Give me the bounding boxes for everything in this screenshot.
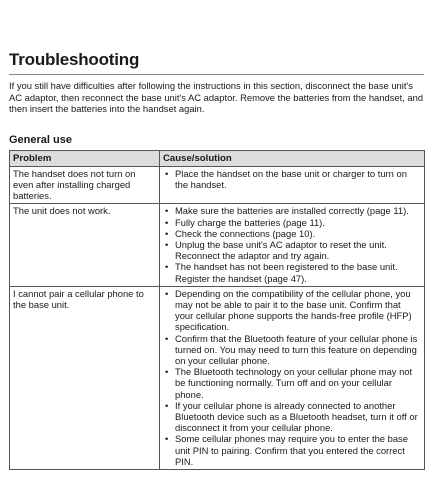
problem-cell: The handset does not turn on even after installing charged batteries. xyxy=(10,166,160,204)
solution-item: • Confirm that the Bluetooth feature of your cellular phone is turned on. You may need to turn this feature on depending on your cellular phone. xyxy=(163,333,421,367)
table-row xyxy=(10,166,425,204)
solution-item: • Depending on the compatibility of the cellular phone, you may not be able to pair it to the base unit. Confirm that your cellular phone supports the hands-free profile (HFP) specification. xyxy=(163,288,421,333)
intro-paragraph: If you still have difficulties after following the instructions in this section, disconnect the base unit's AC adaptor, then reconnect the base unit's AC adaptor. Remove the batteries from the handset, and then insert the batteries into the handset again. xyxy=(9,80,424,114)
solution-cell xyxy=(160,204,425,286)
solution-cell xyxy=(160,166,425,204)
solution-item: • Check the connections (page 10). xyxy=(163,228,421,239)
solution-item: • Unplug the base unit's AC adaptor to reset the unit. Reconnect the adaptor and try again. xyxy=(163,239,421,261)
solution-cell xyxy=(160,286,425,469)
solution-item: • Place the handset on the base unit or charger to turn on the handset. xyxy=(163,168,421,190)
solution-item: • The Bluetooth technology on your cellular phone may not be functioning normally. Turn off and on your cellular phone. xyxy=(163,366,421,400)
header-problem: Problem xyxy=(10,150,160,166)
solution-item: • The handset has not been registered to the base unit. Register the handset (page 47). xyxy=(163,261,421,283)
solution-list xyxy=(163,168,421,190)
problem-cell: The unit does not work. xyxy=(10,204,160,286)
solution-item: • Make sure the batteries are installed correctly (page 11). xyxy=(163,205,421,216)
solution-item: • Fully charge the batteries (page 11). xyxy=(163,217,421,228)
page-title: Troubleshooting xyxy=(9,50,140,69)
section-title: General use xyxy=(9,133,72,146)
troubleshooting-table xyxy=(9,150,425,470)
problem-cell: I cannot pair a cellular phone to the base unit. xyxy=(10,286,160,469)
solution-list xyxy=(163,205,421,283)
header-cause-solution: Cause/solution xyxy=(160,150,425,166)
solution-list xyxy=(163,288,421,467)
solution-item: • If your cellular phone is already connected to another Bluetooth device such as a Bluetooth headset, turn it off or disconnect it from your cellular phone. xyxy=(163,400,421,434)
solution-item: • Some cellular phones may require you to enter the base unit PIN to pairing. Confirm that you entered the correct PIN. xyxy=(163,433,421,467)
table-row xyxy=(10,286,425,469)
document-page xyxy=(9,50,424,470)
title-divider xyxy=(9,74,424,75)
table-header-row xyxy=(10,150,425,166)
table-row xyxy=(10,204,425,286)
